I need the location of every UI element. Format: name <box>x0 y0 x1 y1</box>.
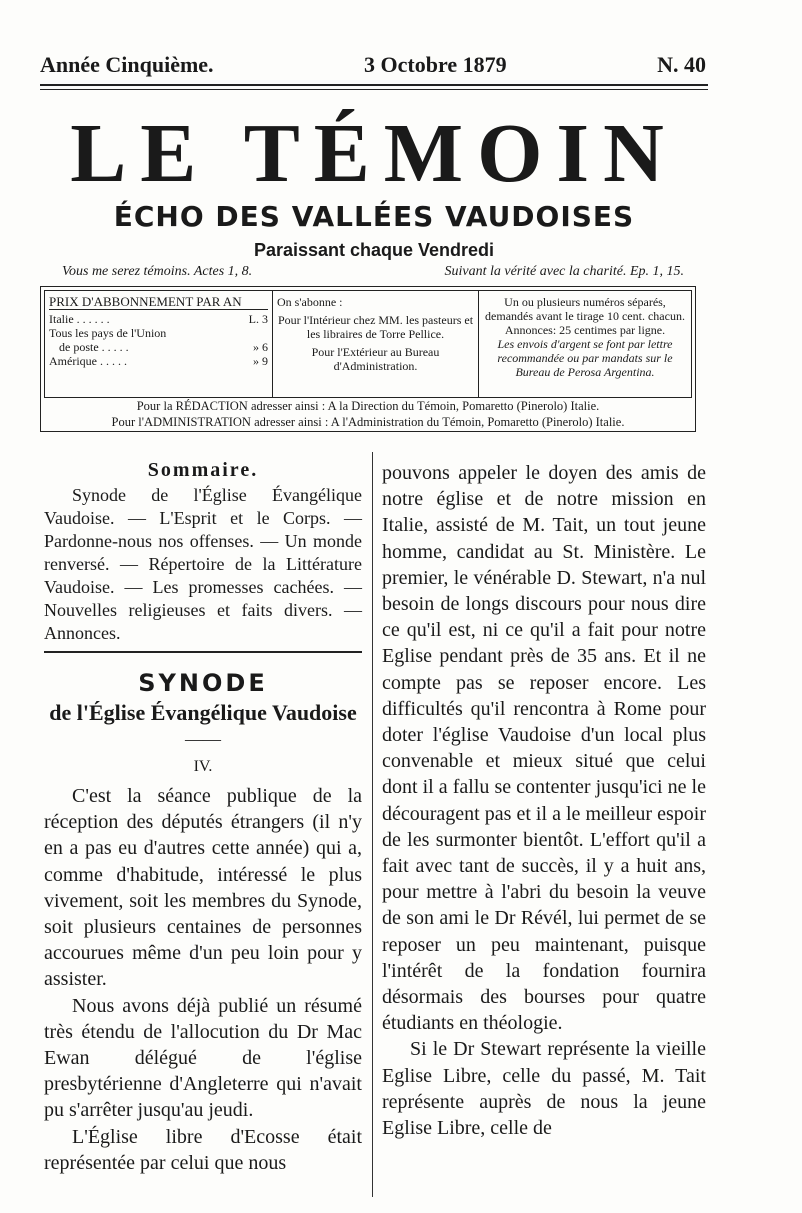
sommaire-title: Sommaire. <box>147 459 259 481</box>
subscription-box <box>40 286 696 432</box>
masthead-subtitle: ÉCHO DES VALLÉES VAUDOISES <box>113 200 635 233</box>
subscribe-interior: Pour l'Intérieur chez MM. les pasteurs et les libraires de Torre Pellice. <box>277 313 474 341</box>
price-row: Italie . . . . . . L. 3 <box>49 312 268 326</box>
subscribe-heading: On s'abonne : <box>277 295 343 309</box>
subscribe-exterior: Pour l'Extérieur au Bureau d'Administration. <box>311 345 440 373</box>
article-subtitle: de l'Église Évangélique Vaudoise <box>49 700 357 725</box>
article-paragraph: C'est la séance publique de la réception des députés étrangers (il n'y en a pas eu d'autres cette année) qui a, comme d'habitude, intéressé le plus vivement, soit les membres du Synode, soit plusieurs centaines de personnes accourues même d'un peu loin pour y assister. <box>44 785 362 991</box>
article-paragraph: Nous avons déjà publié un résumé très étendu de l'allocution du Dr Mac Ewan délégué de l'église presbytérienne d'Angleterre qui n'avait pu s'arrêter jusqu'au jeudi. <box>44 994 362 1122</box>
ads-note: Annonces: 25 centimes par ligne. <box>504 323 666 337</box>
single-issue-note: Un ou plusieurs numéros séparés, demandés avant le tirage 10 cent. chacun. <box>485 295 685 323</box>
prices-column <box>45 291 273 397</box>
prices-heading: PRIX D'ABBONNEMENT PAR AN <box>49 295 268 310</box>
mottos <box>62 264 684 280</box>
masthead-title: LE TÉMOIN <box>70 107 678 200</box>
issue-date: 3 Octobre 1879 <box>364 52 507 77</box>
article-section: IV. <box>193 758 213 775</box>
left-column <box>44 458 362 1176</box>
article-dash: —— <box>185 729 221 749</box>
issue-number: N. 40 <box>657 52 706 77</box>
article-title: SYNODE <box>138 669 268 697</box>
article-paragraph: Si le Dr Stewart représente la vieille Eglise Libre, celle du passé, M. Tait représente auprès de nous la jeune Eglise Libre, celle de <box>382 1038 706 1140</box>
header-topline <box>40 52 706 78</box>
column-separator <box>372 452 373 1197</box>
article-paragraph: L'Église libre d'Ecosse était représentée par celui que nous <box>44 1125 362 1174</box>
motto-left: Vous me serez témoins. Actes 1, 8. <box>62 264 253 279</box>
price-row: Tous les pays de l'Union <box>49 326 167 340</box>
redaction-address: Pour la RÉDACTION adresser ainsi : A la Direction du Témoin, Pomaretto (Pinerolo) Italie. <box>136 399 600 413</box>
price-row: de poste . . . . . » 6 <box>59 340 268 354</box>
price-row: Amérique . . . . . » 9 <box>49 354 268 368</box>
sommaire-rule <box>44 651 362 653</box>
publication-frequency: Paraissant chaque Vendredi <box>253 240 495 260</box>
sommaire-text: Synode de l'Église Évangélique Vaudoise. — L'Esprit et le Corps. — Pardonne-nous nos offenses. — Un monde renversé. — Répertoire de la Littérature Vaudoise. — Les promesses cachées. — Nouvelles religieuses et faits divers. — Annonces. <box>44 485 362 643</box>
header-rule <box>40 84 708 86</box>
article-paragraph: pouvons appeler le doyen des amis de notre église et de notre mission en Italie, assisté de M. Tait, un tout jeune homme, candidat au St. Ministère. Le premier, le vénérable D. Stewart, n'a nul besoin de longs discours pour nous dire ce qu'il est, ni ce qu'il a fait pour notre Eglise pendant près de 35 ans. Et il ne compte pas se reposer encore. Les difficultés qu'il rencontra à Rome pour doter l'église Vaudoise d'un local plus convenable et mieux situé que celui dont il a fallu se contenter jusqu'ici ne le découragent pas et il a le meilleur espoir de les surmonter bientôt. L'effort qu'il a fait avec tant de succès, il y a huit ans, pour mettre à l'abri du besoin la veuve de son ami le Dr Révél, lui permet de se reposer un peu maintenant, puisque l'intérêt de la fondation fournira désormais des bourses pour quatre étudiants en théologie. <box>382 462 706 1035</box>
motto-right: Suivant la vérité avec la charité. Ep. 1, 15. <box>444 264 684 279</box>
year-label: Année Cinquième. <box>40 52 214 77</box>
subscribe-column <box>273 291 479 397</box>
subscription-grid <box>44 290 692 398</box>
notes-column <box>479 291 691 397</box>
administration-address: Pour l'ADMINISTRATION adresser ainsi : A l'Administration du Témoin, Pomaretto (Pinerolo) Italie. <box>111 415 625 429</box>
header-rule-thin <box>40 89 708 90</box>
payment-note: Les envois d'argent se font par lettre recommandée ou par mandats sur le Bureau de Perosa Argentina. <box>497 337 673 379</box>
right-column <box>382 460 706 1141</box>
